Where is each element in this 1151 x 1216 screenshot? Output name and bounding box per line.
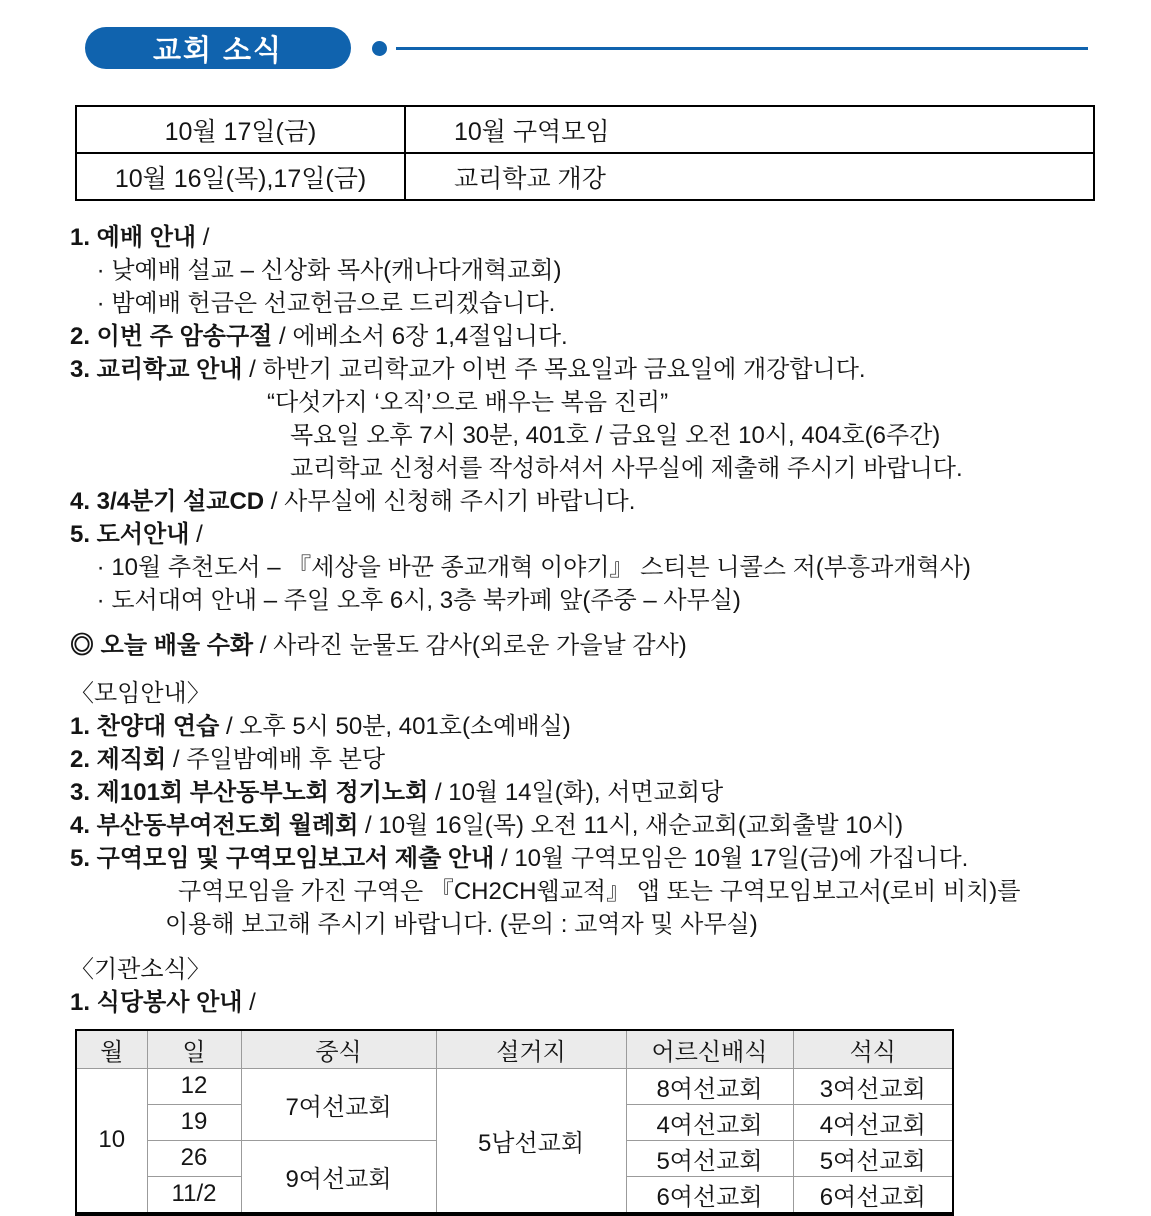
line-rest: / 하반기 교리학교가 이번 주 목요일과 금요일에 개강합니다.: [242, 356, 866, 383]
line-choir-practice: [70, 710, 1151, 743]
duty-row: [76, 1068, 953, 1104]
line-rest: /: [196, 224, 210, 251]
line-rest: / 에베소서 6장 1,4절입니다.: [272, 323, 568, 350]
line-head: 1. 찬양대 연습: [70, 713, 220, 740]
schedule-date: 10월 17일(금): [76, 106, 405, 153]
line-rest: /: [242, 989, 256, 1016]
duty-elder-serving: 6여선교회: [626, 1176, 793, 1214]
duty-elder-serving: 5여선교회: [626, 1140, 793, 1176]
line-recommended-book: [70, 551, 1151, 584]
line-doctrine-apply: [70, 452, 1151, 485]
line-head: 2. 이번 주 암송구절: [70, 323, 273, 350]
section-badge: [85, 27, 351, 69]
duty-day: 26: [147, 1140, 241, 1176]
line-rest: / 10월 14일(화), 서면교회당: [428, 779, 724, 806]
duty-dinner: 3여선교회: [793, 1068, 953, 1104]
line-sign-language: [70, 629, 1151, 662]
line-doctrine-school: [70, 353, 1151, 386]
line-book-rental: [70, 584, 1151, 617]
duty-day: 12: [147, 1068, 241, 1104]
bullet-dot-icon: [372, 41, 387, 56]
duty-month: 10: [76, 1068, 147, 1214]
line-officers-meeting: [70, 743, 1151, 776]
line-district-report-1: [70, 875, 1151, 908]
duty-header-elder-serving: 어르신배식: [626, 1030, 793, 1068]
line-head: 5. 구역모임 및 구역모임보고서 제출 안내: [70, 845, 495, 872]
line-presbytery-meeting: [70, 776, 1151, 809]
duty-dinner: 4여선교회: [793, 1104, 953, 1140]
line-rest: “다섯가지 ‘오직’으로 배우는 복음 진리”: [267, 389, 669, 416]
line-book-guide: [70, 518, 1151, 551]
line-head: ◎ 오늘 배울 수화: [70, 632, 254, 659]
line-rest: · 밤예배 헌금은 선교헌금으로 드리겠습니다.: [90, 290, 556, 317]
line-head: 2. 제직회: [70, 746, 167, 773]
line-rest: / 주일밤예배 후 본당: [166, 746, 386, 773]
duty-header-month: 월: [76, 1030, 147, 1068]
duty-dinner: 5여선교회: [793, 1140, 953, 1176]
duty-lunch: 7여선교회: [241, 1068, 436, 1140]
duty-dishwashing: 5남선교회: [436, 1068, 626, 1214]
line-women-mission-monthly: [70, 809, 1151, 842]
schedule-event: 교리학교 개강: [405, 153, 1094, 200]
line-memory-verse: [70, 320, 1151, 353]
schedule-table: [75, 105, 1095, 201]
line-rest: 〈모임안내〉: [70, 680, 211, 707]
line-rest: / 10월 구역모임은 10월 17일(금)에 가집니다.: [494, 845, 969, 872]
line-rest: 〈기관소식〉: [70, 956, 211, 983]
line-night-offering: [70, 287, 1151, 320]
line-rest: 구역모임을 가진 구역은 『CH2CH웹교적』 앱 또는 구역모임보고서(로비 비치)를: [178, 878, 1021, 905]
line-rest: / 오후 5시 50분, 401호(소예배실): [219, 713, 571, 740]
line-rest: /: [189, 521, 203, 548]
line-head: 3. 제101회 부산동부노회 정기노회: [70, 779, 429, 806]
line-rest: 교리학교 신청서를 작성하셔서 사무실에 제출해 주시기 바랍니다.: [290, 455, 963, 482]
line-head: 4. 3/4분기 설교CD: [70, 488, 265, 515]
header-rule: [396, 47, 1088, 50]
duty-header-lunch: 중식: [241, 1030, 436, 1068]
line-head: 1. 예배 안내: [70, 224, 197, 251]
section-title-meetings: [70, 677, 1151, 710]
line-rest: / 10월 16일(목) 오전 11시, 새순교회(교회출발 10시): [358, 812, 904, 839]
line-head: 4. 부산동부여전도회 월례회: [70, 812, 359, 839]
line-doctrine-time: [70, 419, 1151, 452]
duty-lunch: 9여선교회: [241, 1140, 436, 1214]
line-rest: / 사무실에 신청해 주시기 바랍니다.: [264, 488, 636, 515]
section-title-organizations: [70, 953, 1151, 986]
line-rest: · 도서대여 안내 – 주일 오후 6시, 3층 북카페 앞(주중 – 사무실): [90, 587, 741, 614]
line-rest: 이용해 보고해 주시기 바랍니다. (문의 : 교역자 및 사무실): [165, 911, 758, 938]
duty-elder-serving: 4여선교회: [626, 1104, 793, 1140]
duty-header-dinner: 석식: [793, 1030, 953, 1068]
line-district-meeting: [70, 842, 1151, 875]
line-sermon-cd: [70, 485, 1151, 518]
schedule-row: [76, 153, 1094, 200]
line-cafeteria-service: [70, 986, 1151, 1019]
cafeteria-duty-table: [75, 1029, 954, 1216]
announcements: [70, 221, 1151, 1019]
line-head: 3. 교리학교 안내: [70, 356, 243, 383]
schedule-row: [76, 106, 1094, 153]
line-rest: 목요일 오후 7시 30분, 401호 / 금요일 오전 10시, 404호(6주간): [290, 422, 941, 449]
duty-elder-serving: 8여선교회: [626, 1068, 793, 1104]
duty-day: 11/2: [147, 1176, 241, 1214]
duty-header-row: [76, 1030, 953, 1068]
schedule-date: 10월 16일(목),17일(금): [76, 153, 405, 200]
line-doctrine-title: [70, 386, 1151, 419]
duty-header-dishwashing: 설거지: [436, 1030, 626, 1068]
line-rest: / 사라진 눈물도 감사(외로운 가을날 감사): [253, 632, 687, 659]
section-badge-label: 교회 소식: [152, 34, 284, 67]
line-head: 5. 도서안내: [70, 521, 190, 548]
line-head: 1. 식당봉사 안내: [70, 989, 243, 1016]
line-rest: · 낮예배 설교 – 신상화 목사(캐나다개혁교회): [90, 257, 562, 284]
line-district-report-2: [70, 908, 1151, 941]
duty-header-day: 일: [147, 1030, 241, 1068]
line-worship-guide: [70, 221, 1151, 254]
line-rest: · 10월 추천도서 – 『세상을 바꾼 종교개혁 이야기』 스티븐 니콜스 저(부흥과개혁사): [90, 554, 971, 581]
line-day-service: [70, 254, 1151, 287]
schedule-event: 10월 구역모임: [405, 106, 1094, 153]
duty-dinner: 6여선교회: [793, 1176, 953, 1214]
section-header: [70, 27, 1151, 69]
duty-day: 19: [147, 1104, 241, 1140]
